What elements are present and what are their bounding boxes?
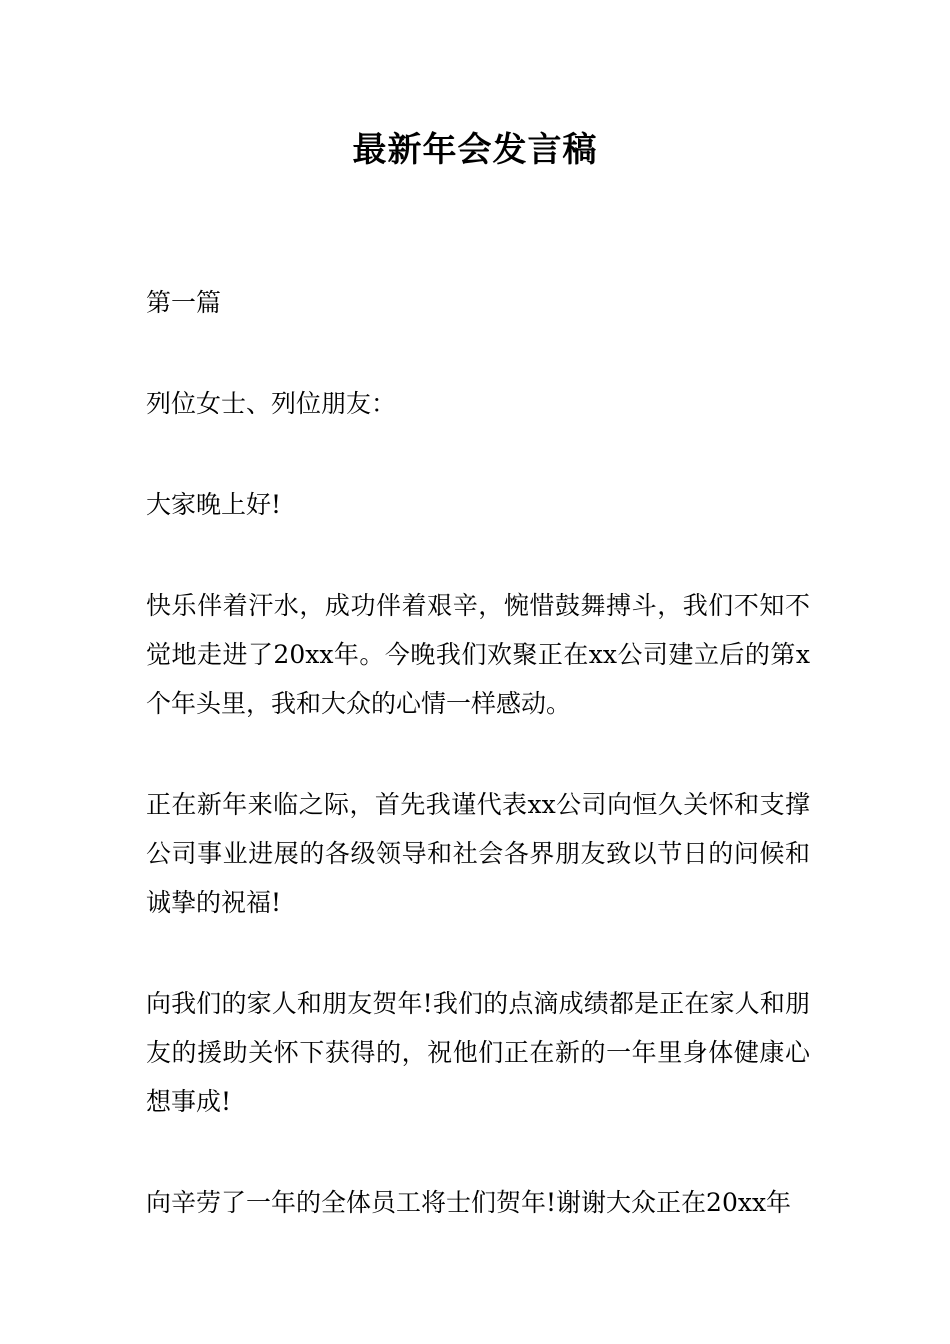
paragraph-body: 快乐伴着汗水，成功伴着艰辛，惋惜鼓舞搏斗，我们不知不觉地走进了20xx年。今晚我们欢聚正在xx公司建立后的第x个年头里，我和大众的心情一样感动。 <box>146 591 810 718</box>
paragraph-body: 向我们的家人和朋友贺年!我们的点滴成绩都是正在家人和朋友的援助关怀下获得的，祝他们正在新的一年里身体健康心想事成! <box>146 989 810 1116</box>
paragraph-body: 正在新年来临之际，首先我谨代表xx公司向恒久关怀和支撑公司事业进展的各级领导和社会各界朋友致以节日的问候和诚挚的祝福! <box>146 790 810 917</box>
paragraph-section-heading: 第一篇 <box>146 288 222 317</box>
document-title: 最新年会发言稿 <box>352 130 598 170</box>
paragraph-greeting: 大家晚上好! <box>146 490 282 519</box>
paragraph-salutation: 列位女士、列位朋友： <box>146 389 397 418</box>
paragraph-body: 向辛劳了一年的全体员工将士们贺年!谢谢大众正在20xx年 <box>146 1188 792 1217</box>
document-body <box>146 278 810 1279</box>
